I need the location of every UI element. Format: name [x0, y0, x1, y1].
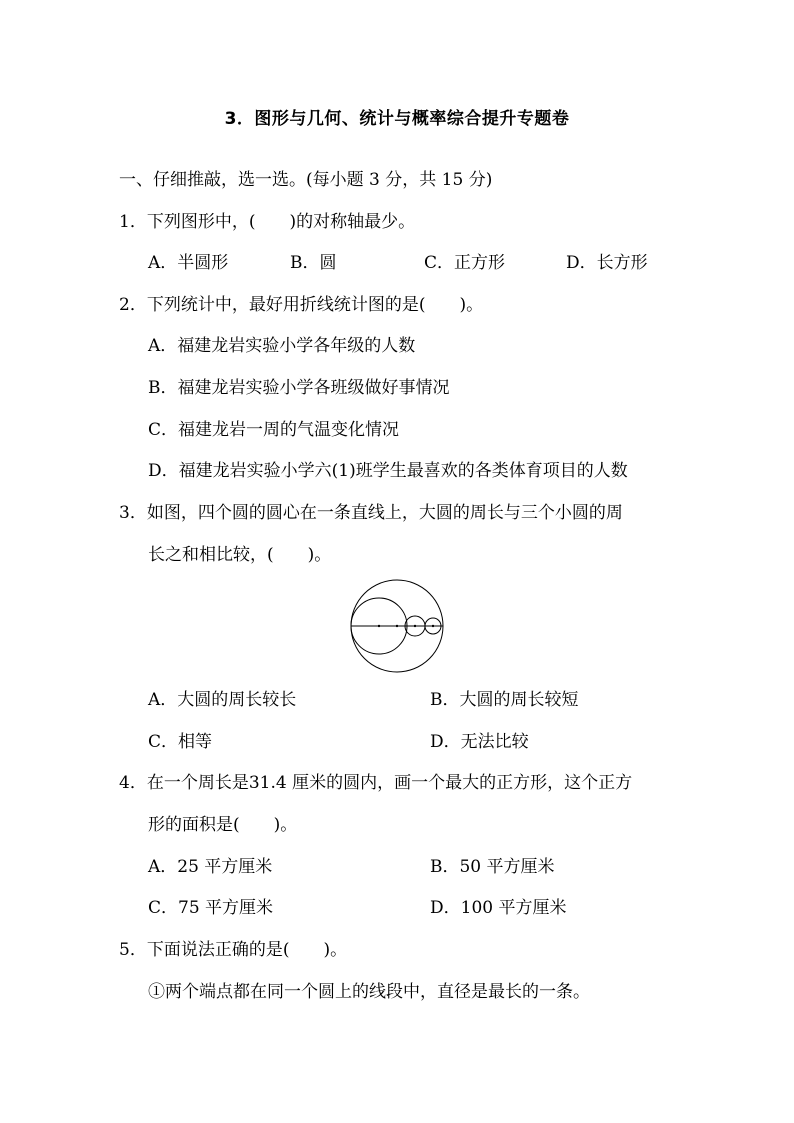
- center-dot-4: [432, 625, 434, 627]
- center-dot-1: [378, 625, 380, 627]
- question-2-option-b: B．福建龙岩实验小学各班级做好事情况: [148, 378, 450, 398]
- question-3-option-b: B．大圆的周长较短: [430, 690, 579, 710]
- question-3-stem-line2: 长之和相比较，( )。: [148, 545, 332, 565]
- question-3-option-d: D．无法比较: [430, 732, 529, 752]
- question-5-statement-1: ①两个端点都在同一个圆上的线段中，直径是最长的一条。: [148, 982, 590, 1002]
- question-1-option-b: B．圆: [290, 253, 337, 273]
- question-3-stem-line1: 3．如图，四个圆的圆心在一条直线上，大圆的周长与三个小圆的周: [119, 503, 623, 523]
- question-1-option-d: D．长方形: [566, 253, 648, 273]
- question-1-option-c: C．正方形: [424, 253, 506, 273]
- question-2-stem: 2．下列统计中，最好用折线统计图的是( )。: [119, 295, 484, 315]
- question-3-option-a: A．大圆的周长较长: [148, 690, 297, 710]
- question-4-stem-line2: 形的面积是( )。: [148, 815, 298, 835]
- center-dot-2: [396, 625, 398, 627]
- question-1-option-a: A．半圆形: [148, 253, 229, 273]
- page-title: 3．图形与几何、统计与概率综合提升专题卷: [224, 109, 570, 129]
- question-2-option-c: C．福建龙岩一周的气温变化情况: [148, 420, 400, 440]
- question-4-option-a: A．25 平方厘米: [148, 857, 273, 877]
- center-dot-3: [414, 625, 416, 627]
- question-5-stem: 5．下面说法正确的是( )。: [119, 940, 348, 960]
- question-4-option-c: C．75 平方厘米: [148, 898, 274, 918]
- question-4-option-b: B．50 平方厘米: [430, 857, 555, 877]
- question-3-option-c: C．相等: [148, 732, 213, 752]
- section-heading: 一、仔细推敲，选一选。(每小题 3 分，共 15 分): [119, 170, 493, 190]
- question-4-stem-line1: 4．在一个周长是31.4 厘米的圆内，画一个最大的正方形，这个正方: [119, 773, 633, 793]
- circles-figure: [345, 578, 449, 674]
- question-2-option-d: D．福建龙岩实验小学六(1)班学生最喜欢的各类体育项目的人数: [148, 461, 628, 481]
- question-2-option-a: A．福建龙岩实验小学各年级的人数: [148, 336, 416, 356]
- question-4-option-d: D．100 平方厘米: [430, 898, 567, 918]
- question-1-stem: 1．下列图形中，( )的对称轴最少。: [119, 212, 416, 232]
